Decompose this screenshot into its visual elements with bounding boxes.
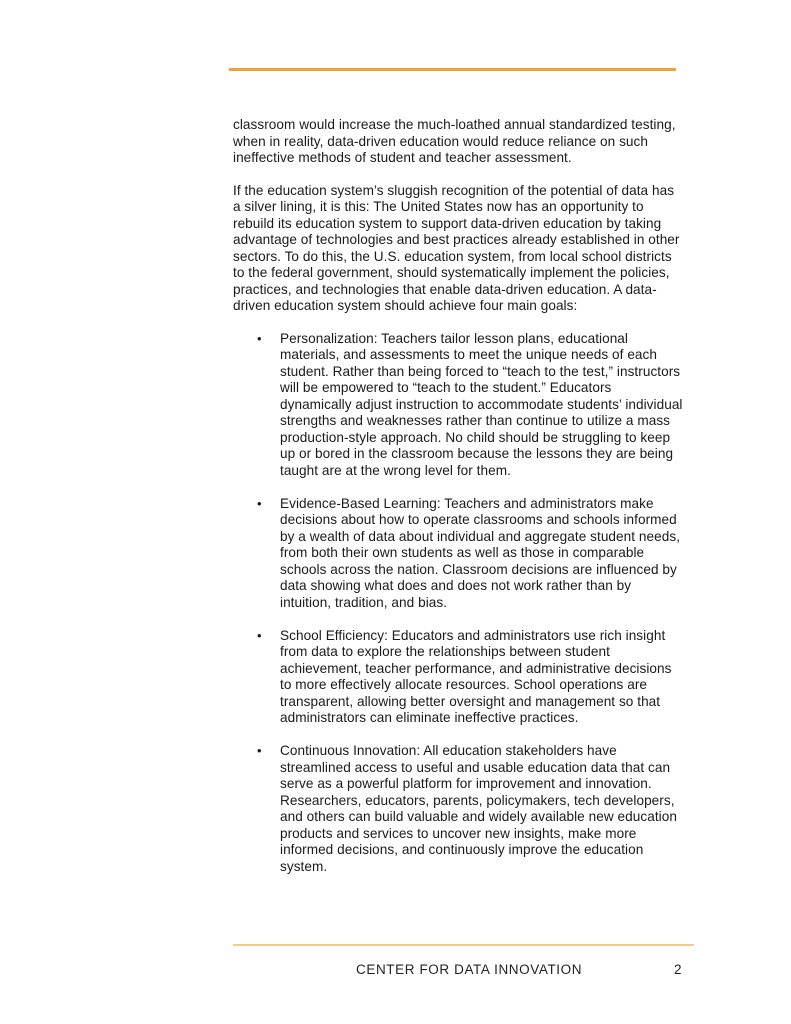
list-item-personalization — [233, 331, 685, 480]
list-item-evidence-based-learning — [233, 496, 685, 612]
bullet-icon: • — [257, 627, 262, 643]
list-item-text: Continuous Innovation: All education stakeholders have streamlined access to useful and usable education data that can serve as a powerful platform for improvement and innovation. Researchers, educators, parents, policymakers, tech developers, and others can build valuable and widely available new education products and services to uncover new insights, make more informed decisions, and continuously improve the education system. — [280, 743, 677, 874]
list-item-text: School Efficiency: Educators and administrators use rich insight from data to explore the relationships between student achievement, teacher performance, and administrative decisions to more effectively allocate resources. School operations are transparent, allowing better oversight and management so that administrators can eliminate ineffective practices. — [280, 627, 672, 725]
paragraph-1: classroom would increase the much-loathed annual standardized testing, when in reality, data-driven education would reduce reliance on such ineffective methods of student and teacher assessment. — [233, 117, 676, 165]
header-rule — [229, 68, 676, 71]
bullet-icon: • — [257, 495, 262, 511]
bullet-icon: • — [257, 330, 262, 346]
goals-list — [233, 331, 685, 876]
list-item-text: Personalization: Teachers tailor lesson plans, educational materials, and assessments to meet the unique needs of each student. Rather than being forced to “teach to the test,” instructors will be empowered to “teach to the student.” Educators dynamically adjust instruction to accommodate students’ individual strengths and weaknesses rather than continue to utilize a mass production-style approach. No child should be struggling to keep up or bored in the classroom because the lessons they are being taught are at the wrong level for them. — [280, 330, 683, 478]
list-item-school-efficiency — [233, 628, 685, 727]
bullet-icon: • — [257, 743, 262, 758]
page-number: 2 — [674, 962, 682, 977]
footer-rule — [233, 944, 694, 946]
paragraph-2: If the education system’s sluggish recognition of the potential of data has a silver lining, it is this: The United States now has an opportunity to rebuild its education system to support data-driven education by taking advantage of technologies and best practices already established in other sectors. To do this, the U.S. education system, from local school districts to the federal government, should systematically implement the policies, practices, and technologies that enable data-driven education. A data-driven education system should achieve four main goals: — [233, 182, 680, 313]
list-item-text: Evidence-Based Learning: Teachers and administrators make decisions about how to operate classrooms and schools informed by a wealth of data about individual and aggregate student needs, from both their own students as well as those in comparable schools across the nation. Classroom decisions are influenced by data showing what does and does not work rather than by intuition, tradition, and bias. — [280, 495, 681, 610]
body-text — [233, 117, 685, 892]
footer-organization: CENTER FOR DATA INNOVATION — [356, 962, 583, 977]
list-item-continuous-innovation — [233, 743, 685, 875]
